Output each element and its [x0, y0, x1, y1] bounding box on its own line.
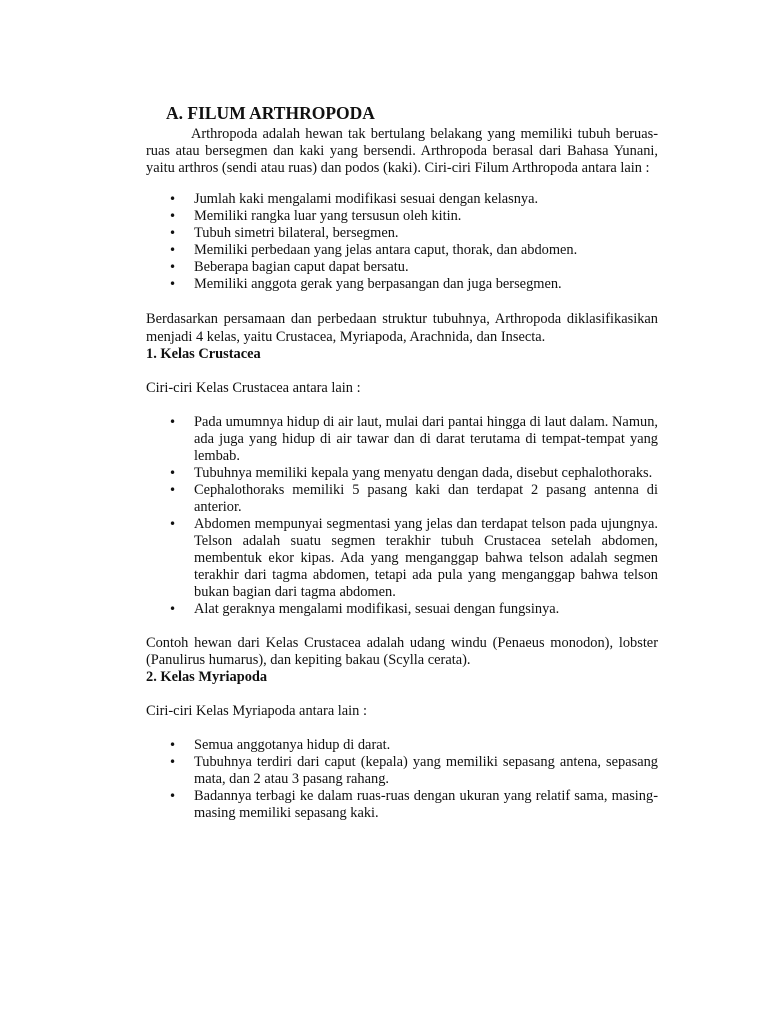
- list-item: • Semua anggotanya hidup di darat.: [146, 737, 658, 754]
- list-item: • Cephalothoraks memiliki 5 pasang kaki dan terdapat 2 pasang antenna di anterior.: [146, 482, 658, 516]
- list-item: • Memiliki perbedaan yang jelas antara caput, thorak, dan abdomen.: [146, 242, 658, 259]
- list-item: • Badannya terbagi ke dalam ruas-ruas dengan ukuran yang relatif sama, masing-masing memiliki sepasang kaki.: [146, 788, 658, 822]
- list-item: • Tubuhnya terdiri dari caput (kepala) yang memiliki sepasang antena, sepasang mata, dan 2 atau 3 pasang rahang.: [146, 754, 658, 788]
- crustacea-heading: 1. Kelas Crustacea: [146, 346, 261, 362]
- document-body: [146, 102, 658, 822]
- list-item: • Jumlah kaki mengalami modifikasi sesuai dengan kelasnya.: [146, 191, 658, 208]
- list-item: • Alat geraknya mengalami modifikasi, sesuai dengan fungsinya.: [146, 601, 658, 618]
- list-item: • Tubuhnya memiliki kepala yang menyatu dengan dada, disebut cephalothoraks.: [146, 465, 658, 482]
- document-title: A. FILUM ARTHROPODA: [166, 103, 375, 123]
- list-item: • Tubuh simetri bilateral, bersegmen.: [146, 225, 658, 242]
- intro-paragraph: Arthropoda adalah hewan tak bertulang belakang yang memiliki tubuh beruas-ruas atau bersegmen dan kaki yang bersendi. Arthropoda berasal dari Bahasa Yunani, yaitu arthros (sendi atau ruas) dan podos (kaki). Ciri-ciri Filum Arthropoda antara lain :: [146, 126, 658, 176]
- list-item: • Memiliki rangka luar yang tersusun oleh kitin.: [146, 208, 658, 225]
- myriapoda-list: [146, 737, 658, 822]
- ciri-filum-list: [146, 191, 658, 293]
- crustacea-lead: Ciri-ciri Kelas Crustacea antara lain :: [146, 380, 361, 396]
- crustacea-contoh: Contoh hewan dari Kelas Crustacea adalah udang windu (Penaeus monodon), lobster (Panulirus humarus), dan kepiting bakau (Scylla cerata).: [146, 635, 658, 668]
- myriapoda-lead: Ciri-ciri Kelas Myriapoda antara lain :: [146, 703, 367, 719]
- list-item: • Beberapa bagian caput dapat bersatu.: [146, 259, 658, 276]
- crustacea-list: [146, 414, 658, 618]
- myriapoda-heading: 2. Kelas Myriapoda: [146, 669, 268, 685]
- list-item: • Abdomen mempunyai segmentasi yang jelas dan terdapat telson pada ujungnya. Telson adalah suatu segmen terakhir tubuh Crustacea setelah abdomen, membentuk ekor kipas. Ada yang menganggap bahwa telson adalah segmen terakhir dari tagma abdomen, tetapi ada pula yang menganggap bahwa telson bukan bagian dari tagma abdomen.: [146, 516, 658, 601]
- list-item: • Memiliki anggota gerak yang berpasangan dan juga bersegmen.: [146, 276, 658, 293]
- list-item: • Pada umumnya hidup di air laut, mulai dari pantai hingga di laut dalam. Namun, ada juga yang hidup di air tawar dan di darat terutama di tempat-tempat yang lembab.: [146, 414, 658, 465]
- klasifikasi-paragraph: Berdasarkan persamaan dan perbedaan struktur tubuhnya, Arthropoda diklasifikasikan menjadi 4 kelas, yaitu Crustacea, Myriapoda, Arachnida, dan Insecta.: [146, 311, 658, 345]
